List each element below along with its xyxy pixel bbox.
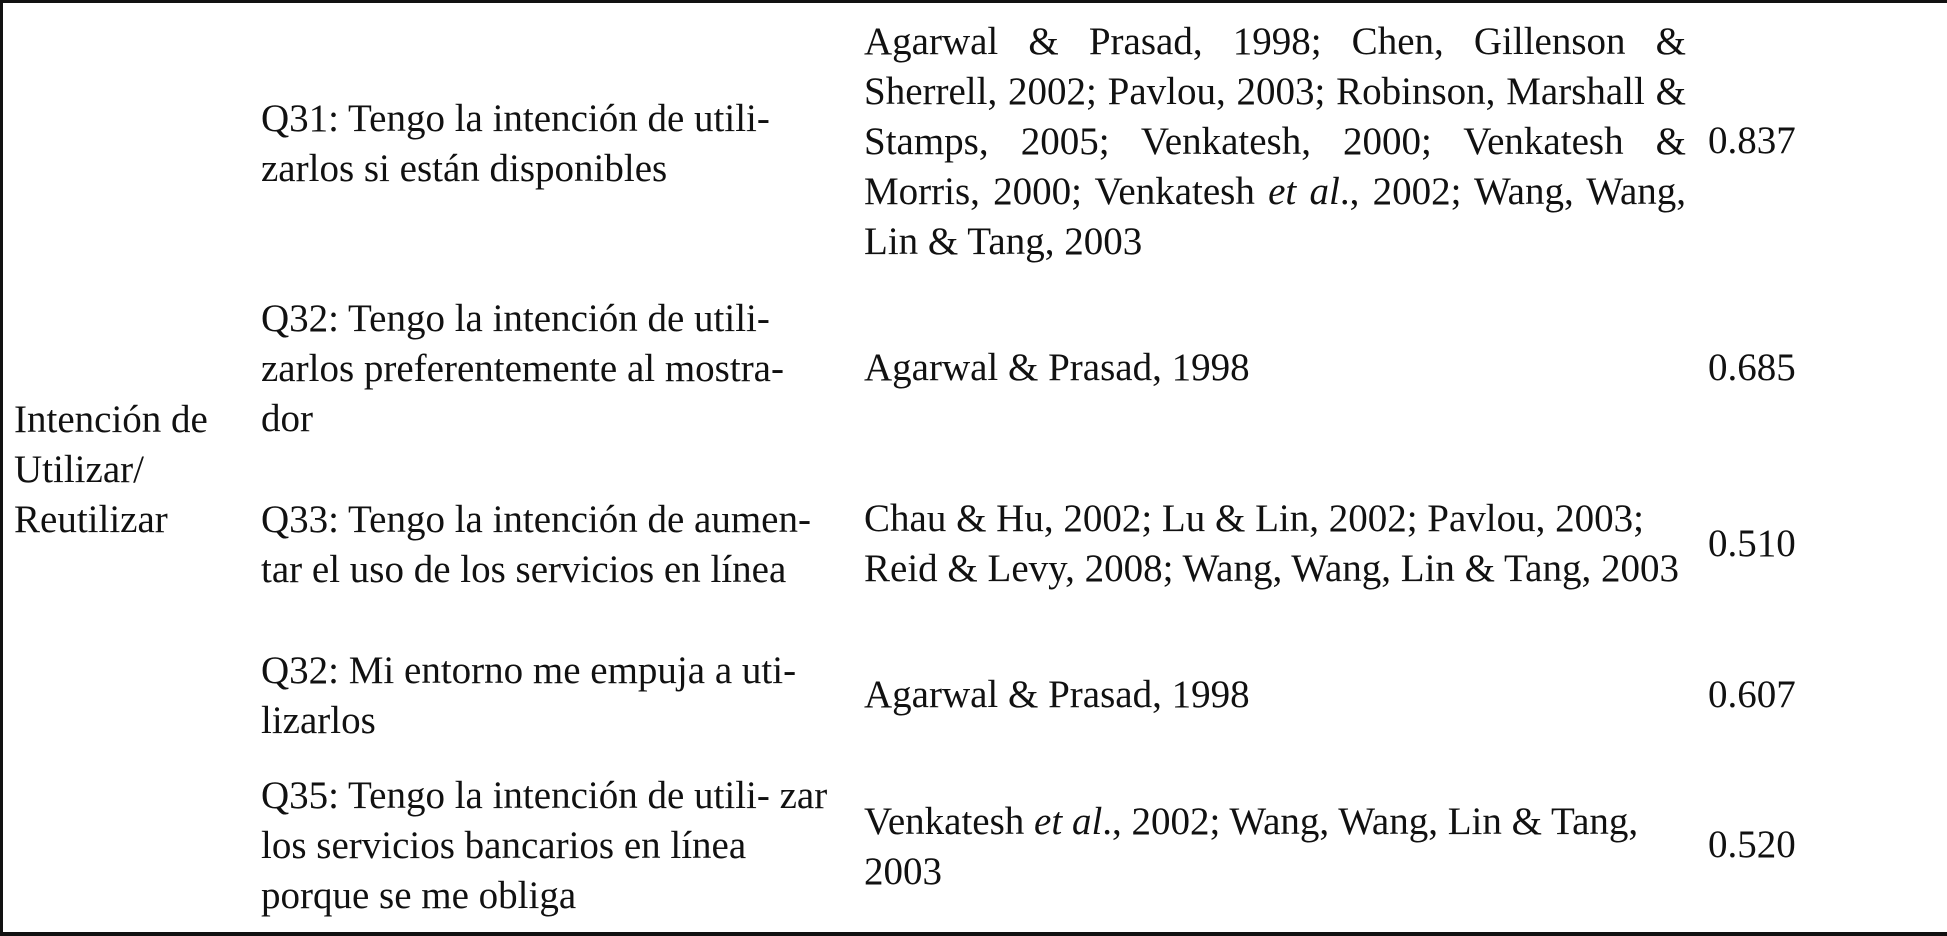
question-line: dor [261,397,313,440]
references-line: Venkatesh et al., 2002; Wang, Wang, Lin & Tang, [864,800,1639,843]
question-cell-q35 [261,771,841,921]
question-line: Q31: Tengo la intención de utili- [261,97,770,140]
category-line: Intención [14,398,162,441]
loading-cell-q31: 0.837 [1708,119,1796,162]
question-line: zar los servicios bancarios en línea [261,774,828,867]
references-cell-q32b: Agarwal & Prasad, 1998 [864,673,1250,716]
question-line: porque se me obliga [261,874,577,917]
references-line: Chau & Hu, 2002; Lu & Lin, 2002; Pavlou, 2003; [864,497,1644,540]
references-line: Reid & Levy, 2008; Wang, Wang, Lin & Tang, [864,547,1592,590]
question-line: tar el uso de los servicios en línea [261,548,787,591]
references-cell-q35 [864,797,1686,897]
question-line: Q33: Tengo la intención de aumen- [261,498,811,541]
question-line: zarlos si están disponibles [261,147,668,190]
category-line: de Utilizar/ [14,398,208,491]
loading-cell-q33: 0.510 [1708,522,1796,565]
loading-cell-q32b: 0.607 [1708,673,1796,716]
category-cell [14,395,224,545]
question-cell-q32b [261,646,841,746]
references-text: Agarwal & Prasad, 1998; Chen, Gillenson & Sherrell, 2002; Pavlou, 2003; Robinson, Marshall & Stamps, 2005; Venkatesh, 2000; Venkatesh & Morris, 2000; Venkatesh et al., 2002; Wang, Wang, Lin & Tang, 2003 [864,20,1686,263]
references-cell-q32: Agarwal & Prasad, 1998 [864,346,1250,389]
references-cell-q31 [864,17,1686,267]
loading-cell-q32: 0.685 [1708,346,1796,389]
category-line: Reutilizar [14,498,168,541]
references-line: 2003 [1600,547,1679,590]
references-line: 2003 [864,850,942,893]
question-line: zarlos preferentemente al mostra- [261,347,784,390]
loading-cell-q35: 0.520 [1708,823,1796,866]
question-line: lizarlos [261,699,376,742]
question-line: Q32: Mi entorno me empuja a uti- [261,649,797,692]
question-cell-q33 [261,495,841,595]
question-line: Q35: Tengo la intención de utili- [261,774,770,817]
question-cell-q31 [261,94,841,194]
references-cell-q33 [864,469,1686,619]
question-line: Q32: Tengo la intención de utili- [261,297,770,340]
question-cell-q32 [261,294,841,444]
